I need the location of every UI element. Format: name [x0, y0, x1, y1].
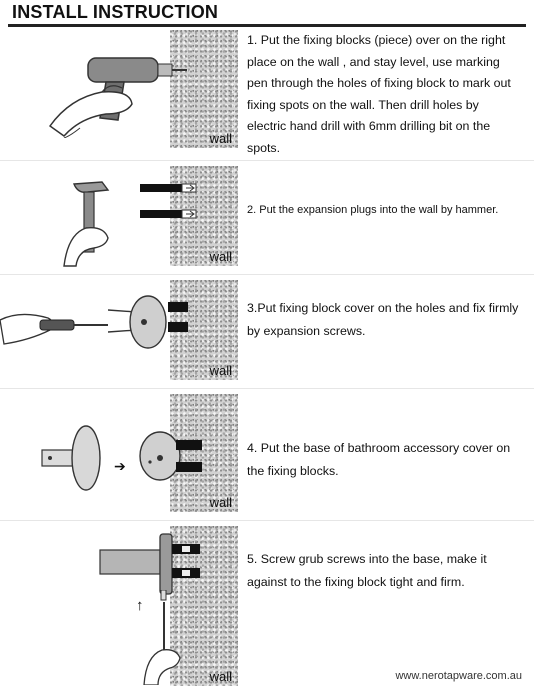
- arrow-right-icon: ➔: [114, 458, 126, 474]
- expansion-plugs: [140, 182, 200, 222]
- wall-label: wall: [209, 131, 232, 146]
- screwdriver-illustration: [0, 300, 120, 350]
- page-title: INSTALL INSTRUCTION: [12, 2, 219, 22]
- step-5-text: 5. Screw grub screws into the base, make it against to the fixing block tight and firm.: [247, 552, 487, 589]
- step-divider: [0, 274, 534, 275]
- wall-label: wall: [209, 363, 232, 378]
- hammer-illustration: [48, 176, 148, 268]
- title-rule: [8, 24, 526, 27]
- hex-key-illustration: [140, 590, 190, 685]
- step-divider: [0, 388, 534, 389]
- step-divider: [0, 160, 534, 161]
- step-3-text: 3.Put fixing block cover on the holes and fix firmly by expansion screws.: [247, 301, 519, 338]
- footer-url[interactable]: www.nerotapware.com.au: [395, 670, 522, 682]
- step-4-text: 4. Put the base of bathroom accessory cover on the fixing blocks.: [247, 441, 511, 478]
- fixing-block-cover: [108, 292, 188, 362]
- accessory-base: [40, 420, 106, 500]
- step-2-text: 2. Put the expansion plugs into the wall by hammer.: [247, 204, 499, 216]
- arrow-up-icon: ↑: [136, 597, 144, 614]
- wall-label: wall: [209, 669, 232, 684]
- step-divider: [0, 520, 534, 521]
- drill-illustration: [40, 48, 190, 138]
- step-1-text: 1. Put the fixing blocks (piece) over on the right place on the wall , and stay level, use marking pen through the holes of fixing block to mark out fixing spots on the wall. Then drill holes by electric hand drill with 6mm drilling bit on the spots.: [247, 33, 511, 155]
- wall-label: wall: [209, 249, 232, 264]
- mounted-cover: [136, 428, 206, 484]
- wall-label: wall: [209, 495, 232, 510]
